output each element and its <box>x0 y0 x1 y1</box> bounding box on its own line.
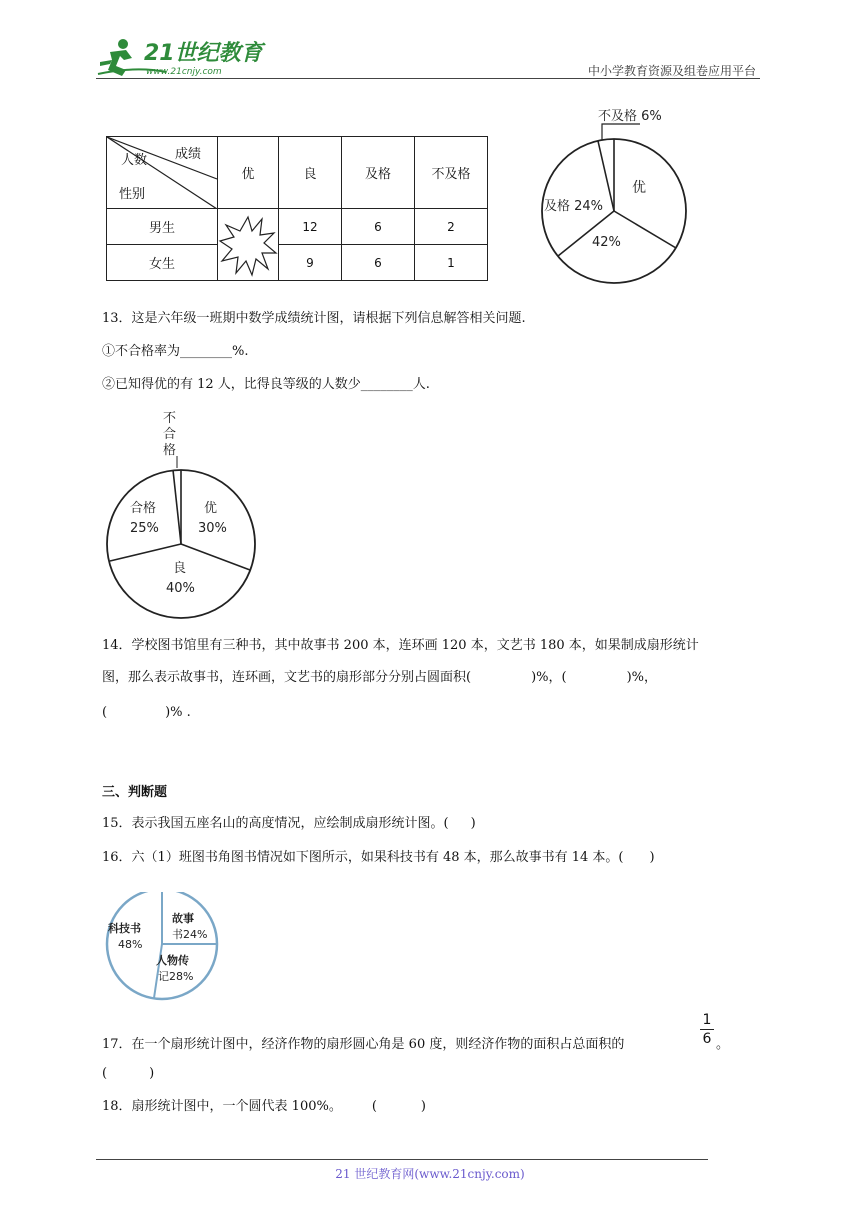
cell-girls-fail: 1 <box>415 245 488 281</box>
question-14-line1: 14．学校图书馆里有三种书，其中故事书 200 本，连环画 120 本，文艺书 180 本，如果制成扇形统计 <box>102 638 699 653</box>
q15-text: 15．表示我国五座名山的高度情况，应绘制成扇形统计图。( <box>102 816 449 831</box>
cell-boys-fail: 2 <box>415 209 488 245</box>
logo-text: 21世纪教育 <box>144 41 263 66</box>
question-13-part2: ②已知得优的有 12 人，比得良等级的人数少________人. <box>102 377 430 392</box>
logo-url: www.21cnjy.com <box>146 67 222 77</box>
pie2-pct-pass: 25% <box>130 521 159 536</box>
question-14-line3 <box>102 703 191 723</box>
q14-text-d: ( <box>102 705 108 720</box>
pie1-label-good: 42% <box>592 235 621 250</box>
pie-chart-math-grades <box>100 404 270 624</box>
question-16 <box>102 848 655 868</box>
q14-text-c: )%， <box>626 670 658 685</box>
table-row <box>107 245 488 281</box>
pie2-pct-excellent: 30% <box>198 521 227 536</box>
pie3-label-story-1: 故事 <box>172 912 194 925</box>
col-header-fail: 不及格 <box>415 137 488 209</box>
pie3-pct-science: 48% <box>118 938 143 951</box>
cell-boys-good: 12 <box>279 209 342 245</box>
footer-divider <box>96 1159 708 1160</box>
obscured-cell <box>218 209 279 281</box>
pie1-label-pass: 及格 24% <box>544 199 604 214</box>
pie-chart-grades <box>530 100 700 290</box>
q14-text-e: )% . <box>165 705 191 720</box>
site-logo <box>96 36 266 80</box>
cell-boys-pass: 6 <box>342 209 415 245</box>
header-divider <box>96 78 760 79</box>
col-header-good: 良 <box>279 137 342 209</box>
question-14-line2 <box>102 668 657 688</box>
fraction-denominator: 6 <box>702 1031 712 1047</box>
pie2-label-good: 良 <box>173 561 187 576</box>
question-15 <box>102 814 476 834</box>
platform-name: 中小学教育资源及组卷应用平台 <box>587 64 756 78</box>
pie2-label-excellent: 优 <box>204 501 218 516</box>
corner-label-score: 成绩 <box>175 147 202 162</box>
col-header-pass: 及格 <box>342 137 415 209</box>
q18-open: ( <box>371 1099 377 1114</box>
fraction-bar <box>700 1029 714 1030</box>
q16-close: ) <box>649 850 655 865</box>
pie2-label-pass: 合格 <box>130 501 157 516</box>
q15-close: ) <box>470 816 476 831</box>
question-13-part1: ①不合格率为________%. <box>102 344 249 359</box>
corner-label-gender: 性别 <box>119 187 146 202</box>
pie3-label-science: 科技书 <box>108 922 141 935</box>
pie3-label-story-2: 书24% <box>172 928 208 941</box>
footer-text: 21 世纪教育网(www.21cnjy.com) <box>335 1167 525 1181</box>
cell-girls-good: 9 <box>279 245 342 281</box>
pie2-label-fail-2: 合 <box>163 427 177 442</box>
row-label-boys: 男生 <box>107 209 218 245</box>
pie2-pct-good: 40% <box>166 581 195 596</box>
fraction-numerator: 1 <box>702 1012 712 1028</box>
pie1-leader-line <box>602 124 640 140</box>
q14-text-a: 图，那么表示故事书，连环画，文艺书的扇形部分分别占圆面积( <box>102 670 472 685</box>
table-row <box>107 209 488 245</box>
section-title: 三、判断题 <box>102 785 168 800</box>
q18-close: ) <box>420 1099 426 1114</box>
q14-text-b: )%，( <box>531 670 567 685</box>
q17-open: ( <box>102 1066 108 1081</box>
pie3-label-bio-1: 人物传 <box>156 954 189 967</box>
fraction-one-sixth <box>700 1012 714 1047</box>
ink-blot-icon <box>218 209 278 281</box>
q16-text: 16．六（1）班图书角图书情况如下图所示，如果科技书有 48 本，那么故事书有 14 本。( <box>102 850 624 865</box>
q18-text: 18．扇形统计图中，一个圆代表 100%。 <box>102 1099 342 1114</box>
score-table <box>106 136 488 281</box>
pie1-label-excellent: 优 <box>632 180 646 196</box>
question-17-paren <box>102 1064 154 1084</box>
pie2-label-fail-3: 格 <box>163 443 177 458</box>
row-label-girls: 女生 <box>107 245 218 281</box>
question-18 <box>102 1097 426 1117</box>
corner-label-count: 人数 <box>121 153 148 168</box>
question-17-end: 。 <box>716 1037 730 1052</box>
table-corner-cell <box>107 137 218 209</box>
question-17: 17．在一个扇形统计图中，经济作物的扇形圆心角是 60 度，则经济作物的面积占总面积的 <box>102 1037 625 1052</box>
pie2-label-fail-1: 不 <box>163 411 177 426</box>
score-table-wrap <box>106 136 488 281</box>
cell-girls-pass: 6 <box>342 245 415 281</box>
col-header-excellent: 优 <box>218 137 279 209</box>
pie1-label-fail: 不及格 6% <box>598 109 662 124</box>
question-13: 13．这是六年级一班期中数学成绩统计图，请根据下列信息解答相关问题. <box>102 311 526 326</box>
q17-close: ) <box>149 1066 155 1081</box>
pie3-label-bio-2: 记28% <box>158 970 194 983</box>
pie-chart-books <box>104 892 228 1002</box>
